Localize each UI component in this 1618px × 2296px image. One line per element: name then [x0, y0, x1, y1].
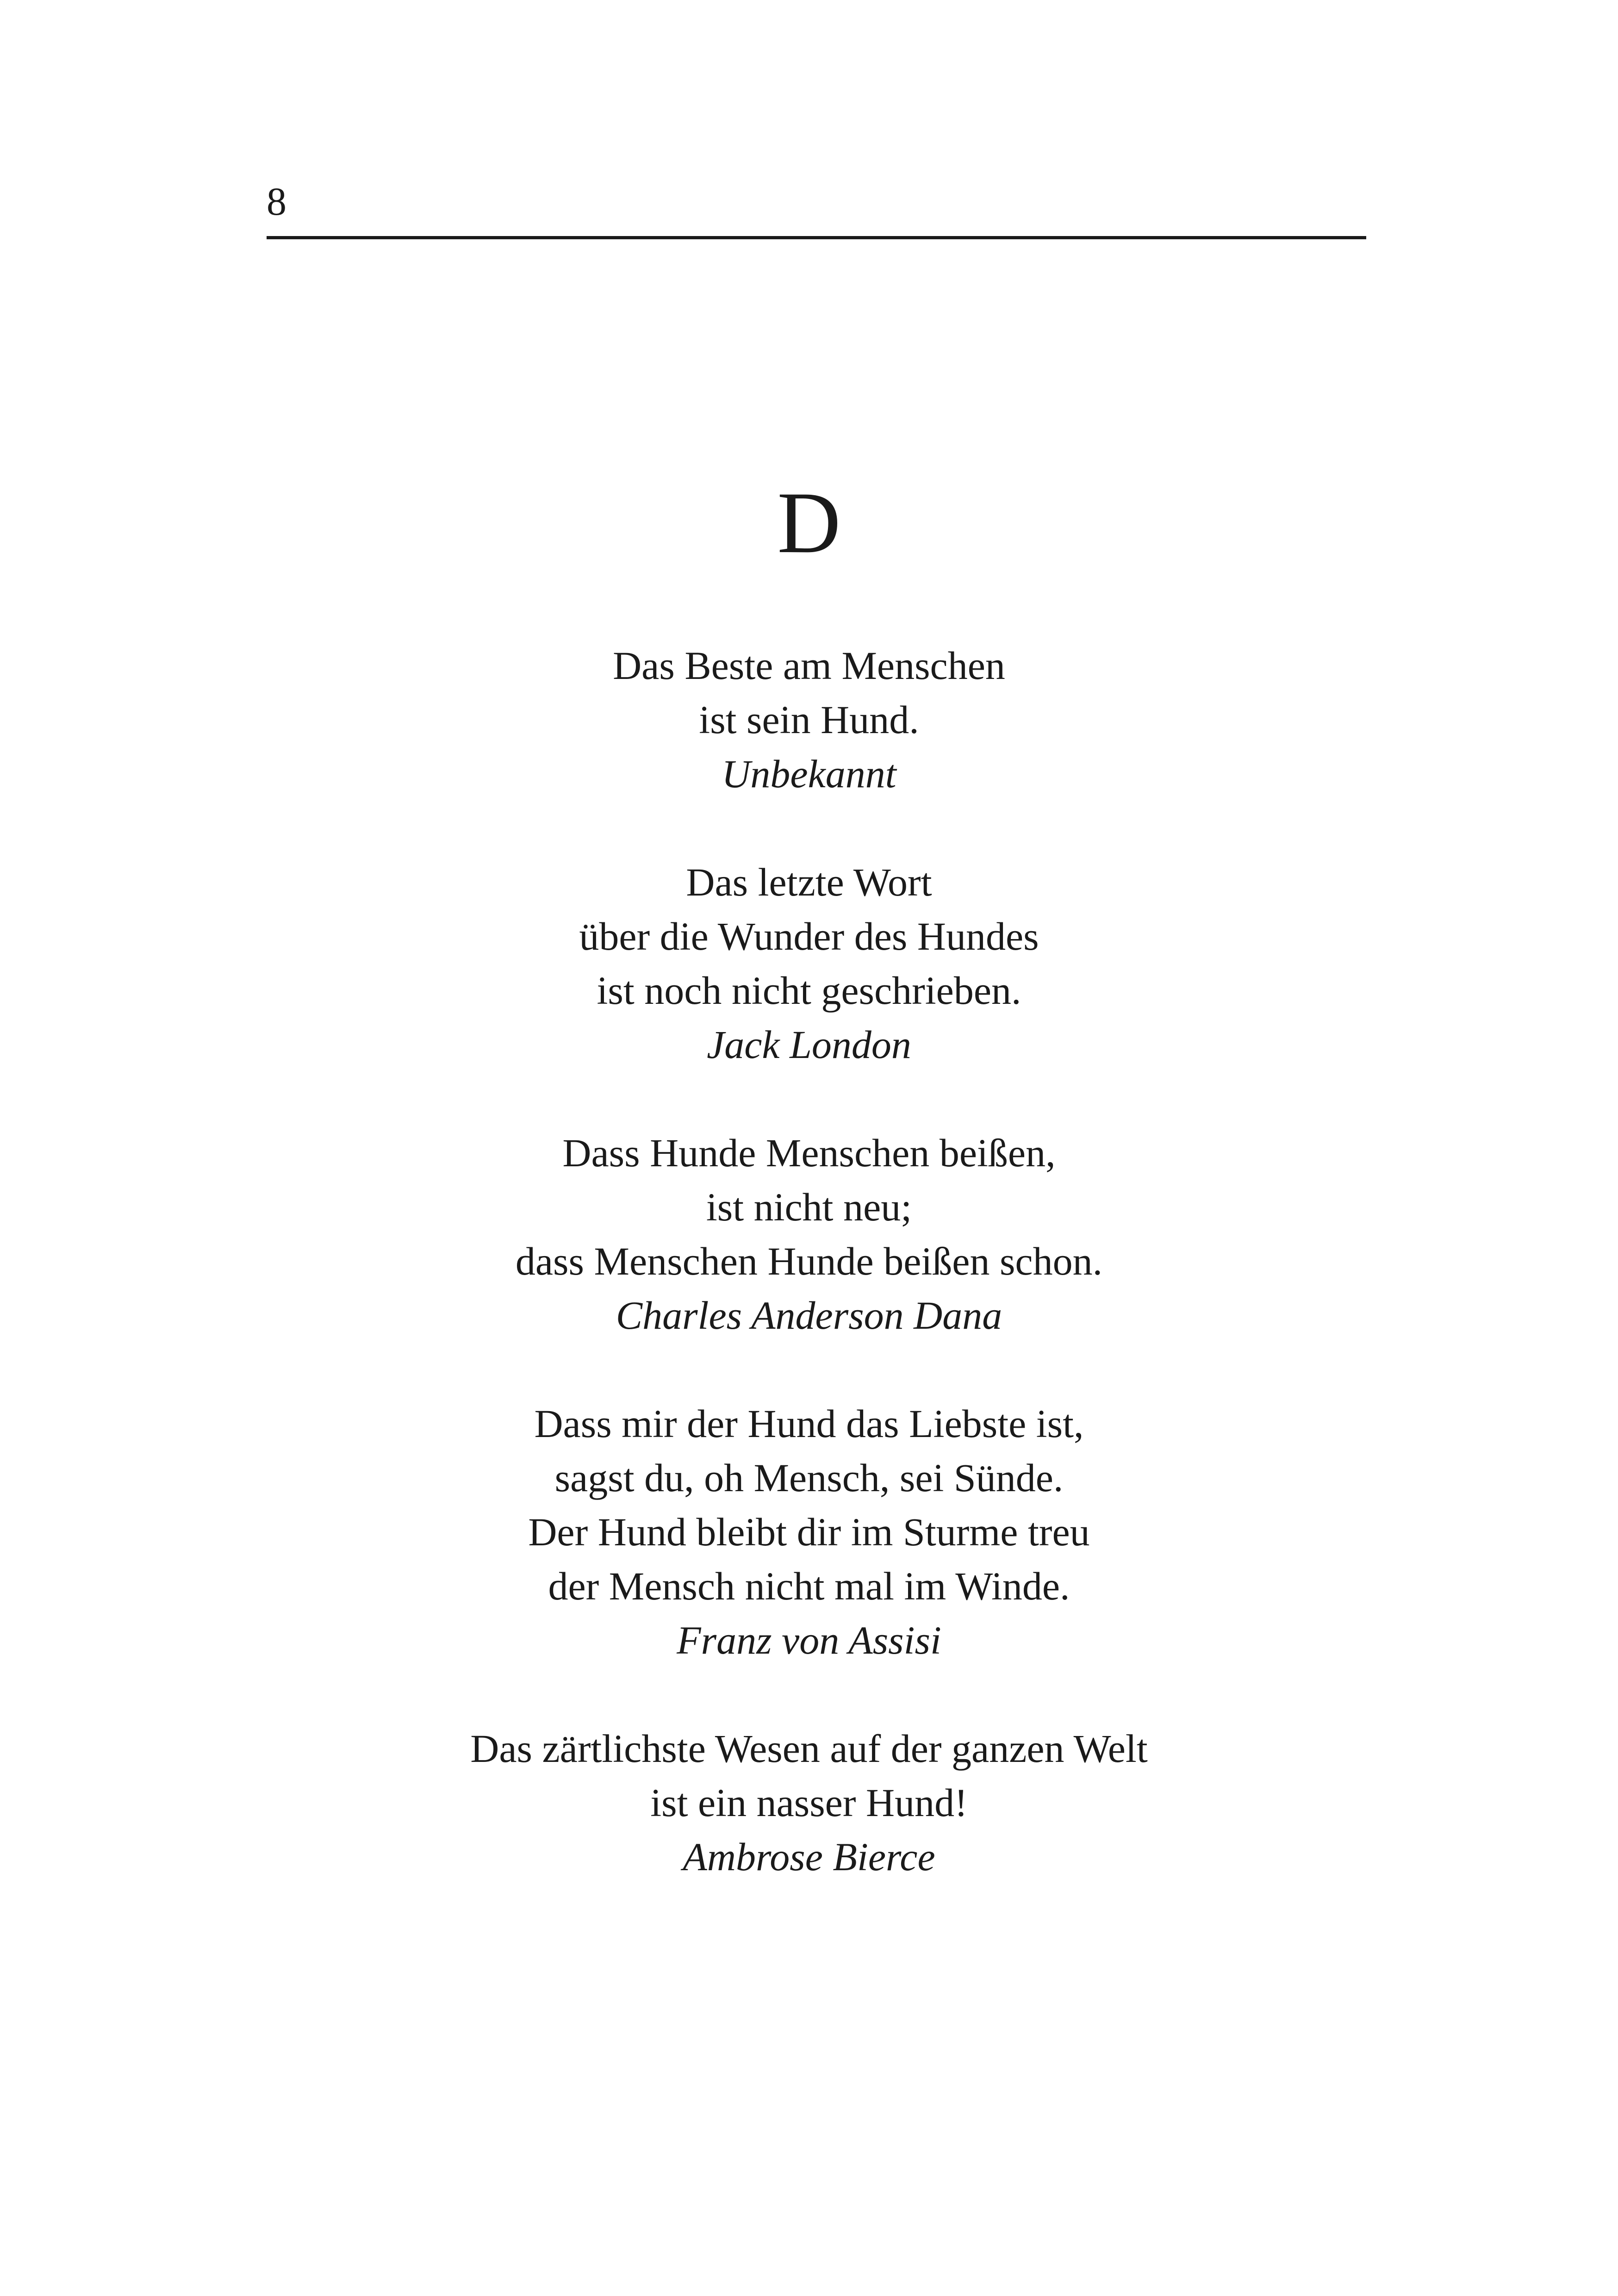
quote-line: Der Hund bleibt dir im Sturme treu: [528, 1510, 1090, 1554]
quote-list: [0, 639, 1618, 1938]
quote: [0, 1126, 1618, 1343]
quote-line: ist sein Hund.: [699, 697, 919, 742]
quote-line: ist ein nasser Hund!: [650, 1780, 968, 1825]
header-rule: [267, 236, 1366, 239]
quote-line: Das Beste am Menschen: [613, 643, 1005, 688]
quote: [0, 1397, 1618, 1668]
quote-line: ist noch nicht geschrieben.: [597, 968, 1021, 1013]
quote-line: Dass mir der Hund das Liebste ist,: [534, 1401, 1084, 1446]
quote-author: Franz von Assisi: [677, 1618, 941, 1662]
quote-line: sagst du, oh Mensch, sei Sünde.: [554, 1456, 1064, 1500]
quote-line: Dass Hunde Menschen beißen,: [562, 1131, 1056, 1175]
chapter-letter: D: [777, 474, 841, 572]
quote-author: Ambrose Bierce: [683, 1835, 935, 1879]
quote-author: Charles Anderson Dana: [616, 1293, 1002, 1338]
quote-author: Unbekannt: [722, 752, 896, 796]
quote-line: dass Menschen Hunde beißen schon.: [515, 1239, 1103, 1283]
quote: [0, 855, 1618, 1072]
quote-line: Das zärtlichste Wesen auf der ganzen Welt: [470, 1726, 1148, 1771]
quote: [0, 639, 1618, 801]
page-number: 8: [267, 179, 286, 224]
quote-line: der Mensch nicht mal im Winde.: [548, 1564, 1070, 1608]
quote-author: Jack London: [707, 1022, 911, 1067]
quote: [0, 1722, 1618, 1884]
quote-line: ist nicht neu;: [706, 1185, 912, 1229]
quote-line: über die Wunder des Hundes: [579, 914, 1039, 958]
quote-line: Das letzte Wort: [686, 860, 932, 904]
